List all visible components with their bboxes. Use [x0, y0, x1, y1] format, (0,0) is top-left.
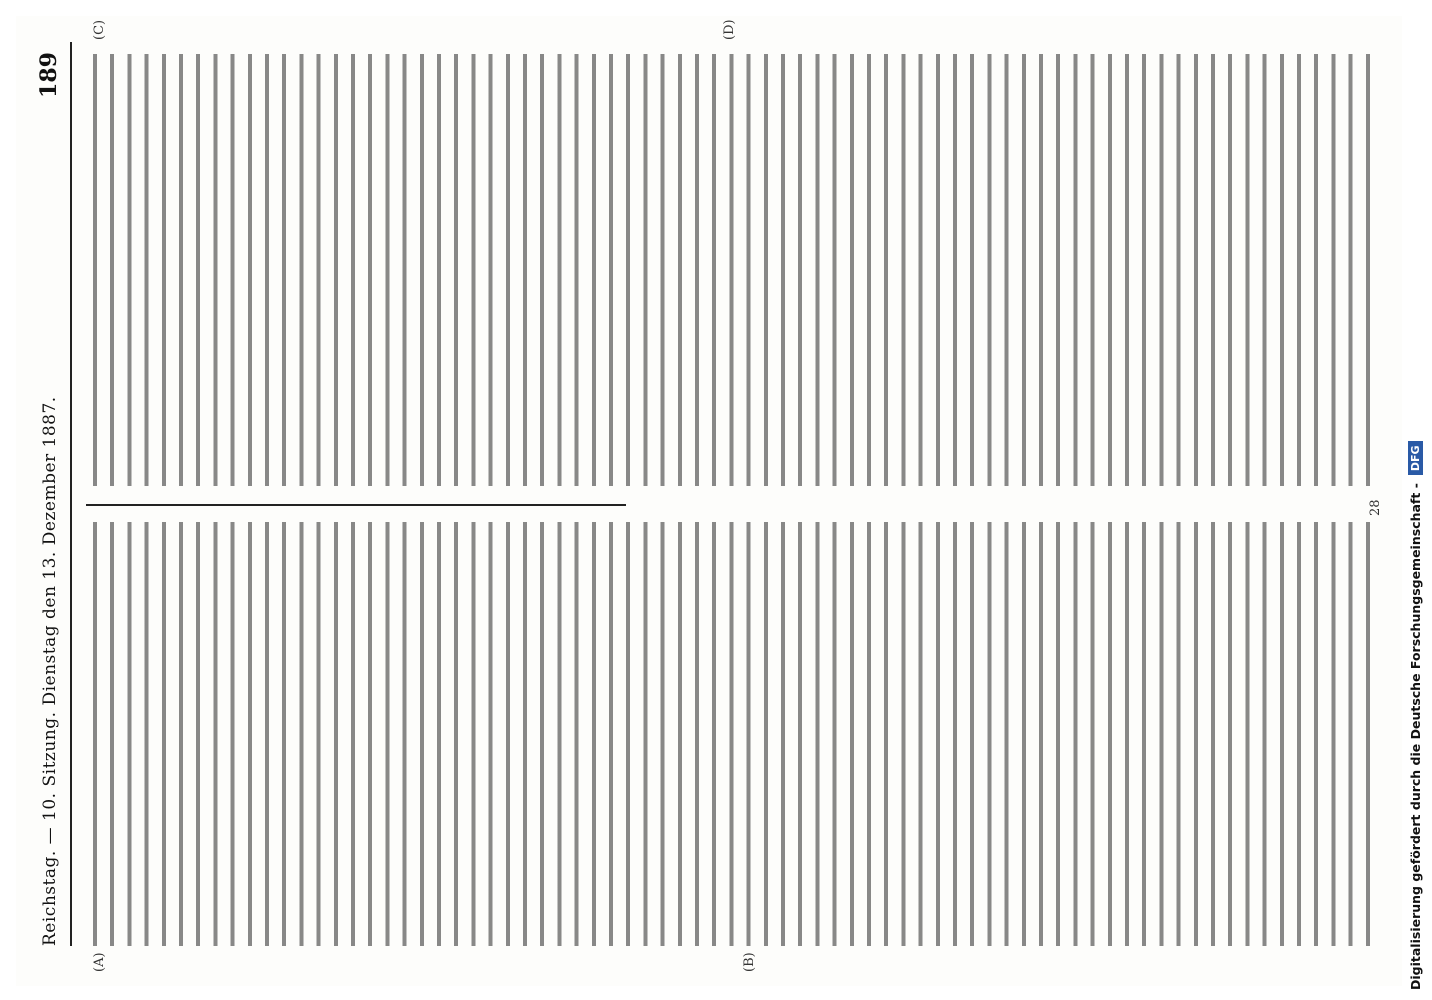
- running-head: Reichstag. — 10. Sitzung. Dienstag den 13. Dezember 1887.: [40, 396, 60, 946]
- digitization-footer: [1400, 0, 1430, 990]
- text-column-left: [88, 522, 1378, 946]
- text-column-right: [88, 54, 1378, 486]
- page-number: 189: [36, 52, 62, 98]
- margin-mark-c: (C): [92, 19, 107, 40]
- column-rule: [86, 504, 626, 506]
- document-page: [16, 16, 1402, 986]
- header-rule: [70, 42, 72, 946]
- dfg-logo: DFG: [1408, 441, 1423, 475]
- column-right-text: [88, 54, 1378, 486]
- margin-mark-d: (D): [722, 19, 737, 40]
- margin-mark-a: (A): [92, 952, 107, 972]
- footer-text: Digitalisierung gefördert durch die Deutsche Forschungsgemeinschaft -: [1407, 483, 1423, 990]
- signature-mark: 28: [1368, 499, 1383, 516]
- column-left-text: [88, 522, 1378, 946]
- margin-mark-b: (B): [742, 952, 757, 972]
